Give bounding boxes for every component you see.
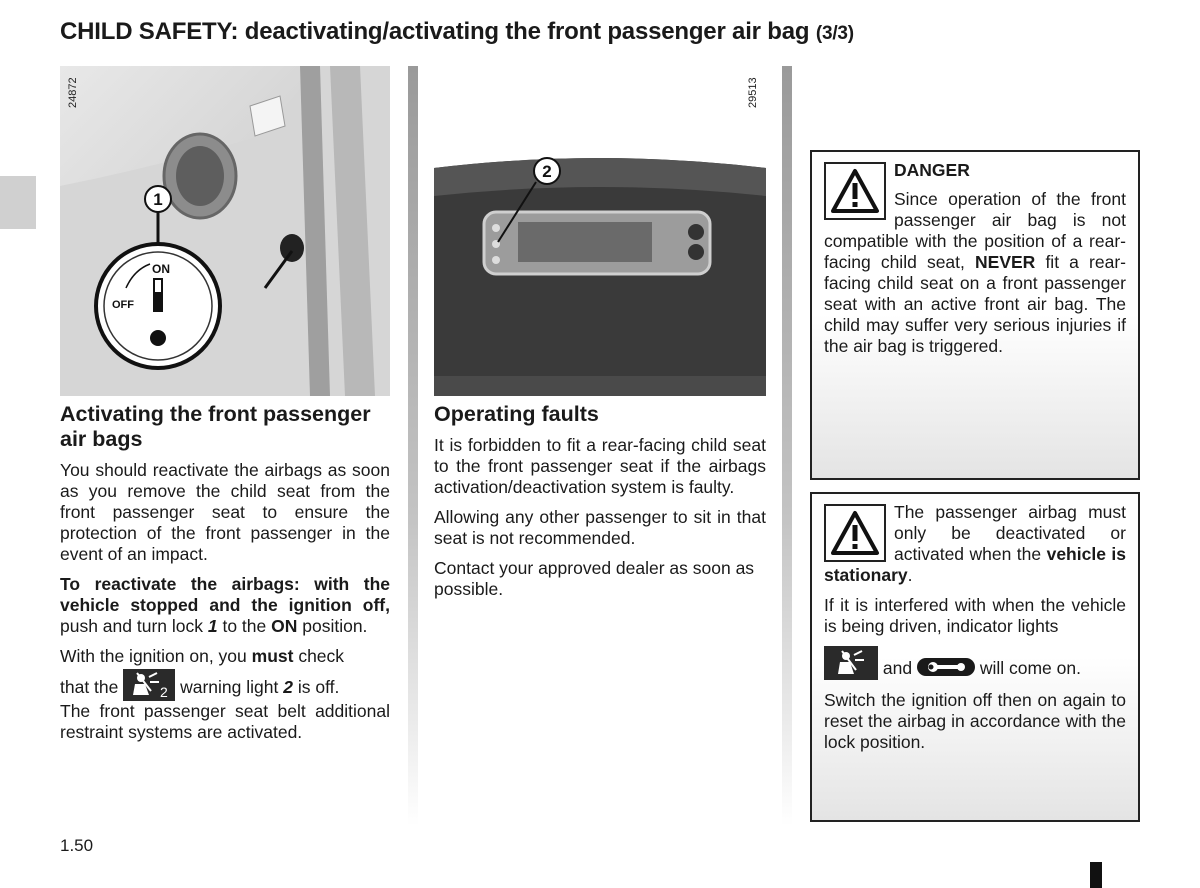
paragraph-passenger: Allowing any other passenger to sit in that seat is not recommended. (434, 507, 766, 548)
paragraph-warning-light: that the 2 warning light 2 is off. (60, 669, 390, 701)
paragraph-reactivate: You should reactivate the airbags as soon as you remove the child seat from the front passenger seat to ensure the protection of the front passenger in the event of an impact. (60, 460, 390, 564)
lock-off-label: OFF (112, 299, 134, 311)
figure-ref-24872: 24872 (67, 77, 79, 108)
warning-triangle-icon (824, 162, 886, 220)
paragraph-dealer: Contact your approved dealer as soon as possible. (434, 558, 755, 599)
danger-text: Since operation of the front passenger air bag is not compatible with the position of a rear-facing child seat, NEVER fit a rear-facing child seat on a front passenger seat with an active front air bag. The child may suffer very serious injuries if the air bag is triggered. (824, 189, 1126, 356)
service-wrench-icon (917, 658, 975, 681)
column-divider-right (782, 66, 792, 826)
note-text-stationary: The passenger airbag must only be deactivated or activated when the vehicle is stationary. (824, 502, 1126, 585)
lock-on-label: ON (152, 262, 170, 276)
note-indicator-lights: and will come on. (824, 646, 1126, 681)
title-part-indicator: (3/3) (815, 23, 854, 44)
column-faults (434, 402, 766, 609)
airbag-warning-icon (123, 669, 175, 701)
paragraph-forbidden: It is forbidden to fit a rear-facing child seat to the front passenger seat if the airbags activation/deactivation system is faulty. (434, 435, 766, 497)
heading-activating: Activating the front passenger air bags (60, 402, 371, 451)
svg-text:2: 2 (160, 684, 169, 700)
danger-box (810, 150, 1140, 480)
column-activating (60, 402, 390, 752)
note-text-reset: Switch the ignition off then on again to reset the airbag in accordance with the lock position. (824, 690, 1126, 752)
page-end-mark (1090, 862, 1102, 888)
page-title: CHILD SAFETY: deactivating/activating the front passenger air bag (3/3) (60, 18, 854, 45)
paragraph-check: With the ignition on, you must check (60, 646, 345, 666)
figure-airbag-lock (60, 66, 390, 396)
callout-2: 2 (542, 162, 552, 181)
danger-heading: DANGER (894, 160, 970, 180)
airbag-indicator-icon (824, 646, 878, 680)
figure-ref-29513: 29513 (747, 77, 759, 108)
section-tab (0, 176, 36, 229)
column-divider-left (408, 66, 418, 826)
paragraph-activated: The front passenger seat belt additional restraint systems are activated. (60, 701, 390, 742)
heading-operating-faults: Operating faults (434, 402, 599, 426)
note-box (810, 492, 1140, 822)
paragraph-procedure: To reactivate the airbags: with the vehicle stopped and the ignition off, push and turn lock 1 to the ON position. (60, 574, 390, 636)
callout-1: 1 (153, 190, 163, 209)
warning-triangle-icon (824, 504, 886, 562)
figure-warning-display (434, 66, 766, 396)
note-text-driving: If it is interfered with when the vehicle is being driven, indicator lights (824, 595, 1126, 636)
page-number: 1.50 (60, 836, 94, 855)
